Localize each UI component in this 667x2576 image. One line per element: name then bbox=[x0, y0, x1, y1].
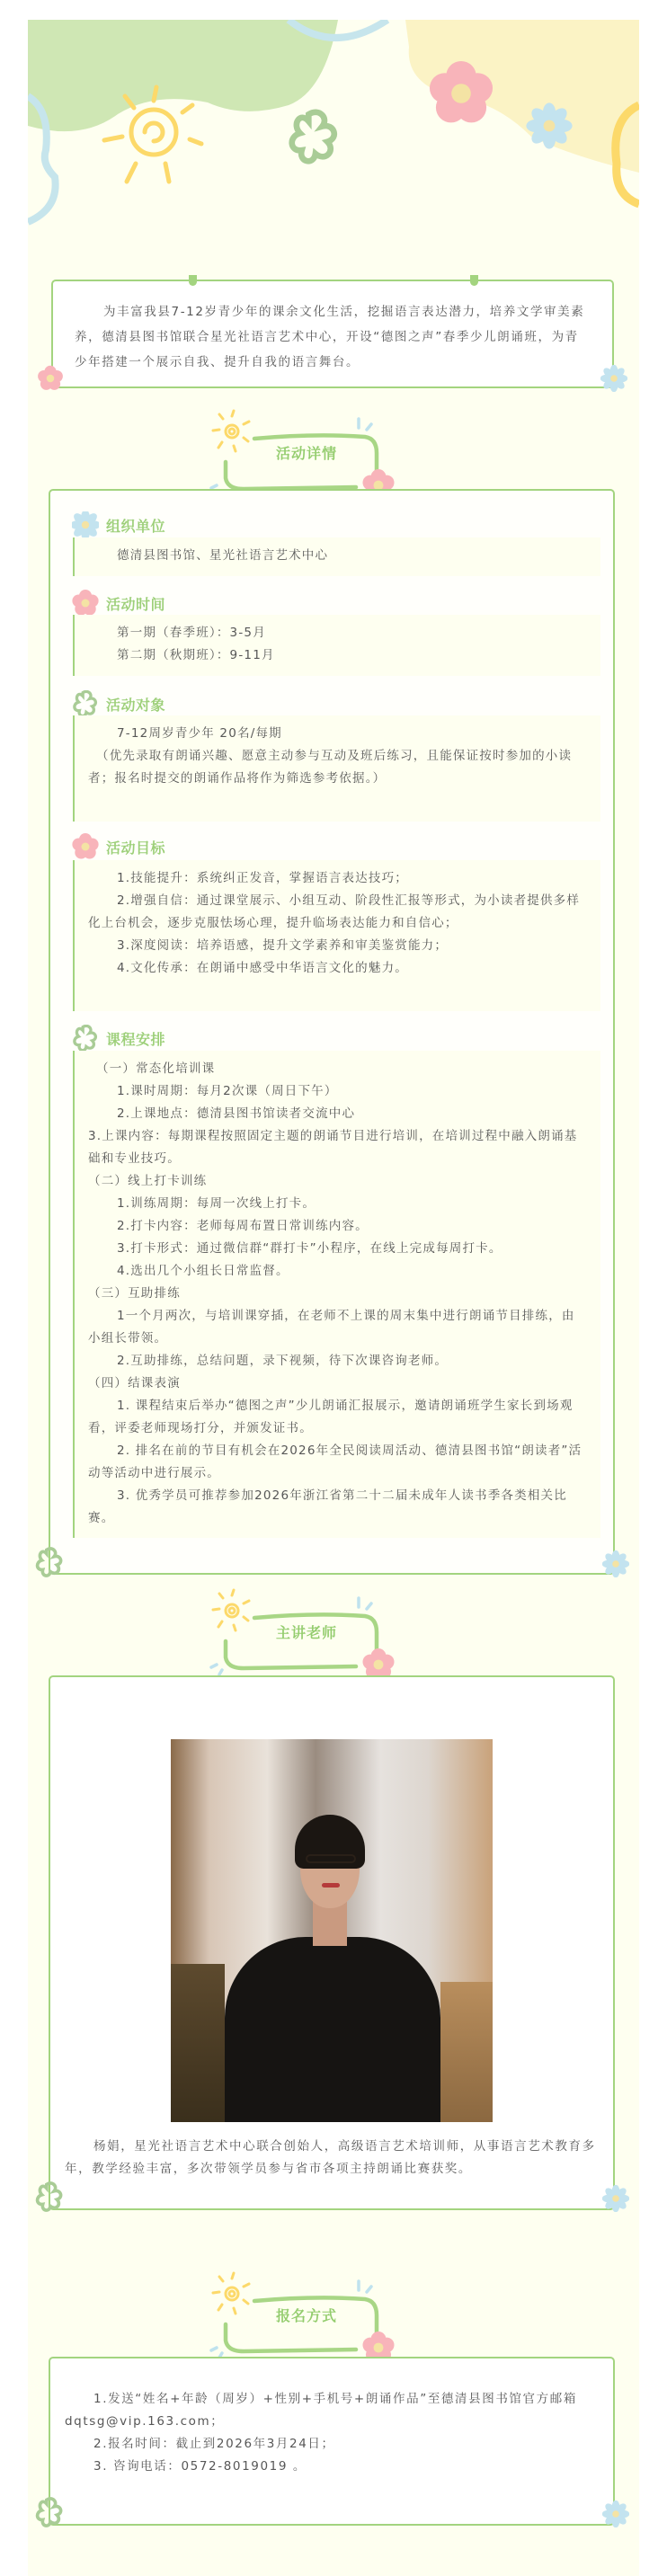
schedule-item: 1. 课程结束后举办“德图之声”少儿朗诵汇报展示，邀请朗诵班学生家长到场观看，评委老师现场打分，并颁发证书。 bbox=[88, 1399, 574, 1435]
blue-flower-icon bbox=[526, 102, 572, 148]
time-text: 第二期（秋期班）：9-11月 bbox=[117, 648, 275, 662]
green-flower-icon bbox=[72, 1025, 99, 1052]
section-heading-time: 活动时间 bbox=[72, 588, 165, 618]
blue-flower-icon bbox=[602, 1550, 629, 1577]
schedule-item: 1.课时周期：每月2次课（周日下午） bbox=[117, 1084, 338, 1098]
teacher-bio: 杨娟，星光社语言艺术中心联合创始人，高级语言艺术培训师，从事语言艺术教育多年，教学经验丰富，多次带领学员参与省市各项主持朗诵比赛获奖。 bbox=[65, 2139, 596, 2176]
audience-panel bbox=[73, 715, 600, 822]
intro-box bbox=[51, 280, 614, 388]
signup-item: 2.报名时间：截止到2026年3月24日； bbox=[93, 2437, 335, 2451]
organizer-panel bbox=[73, 537, 600, 576]
section-badge-details bbox=[208, 408, 405, 494]
goal-item: 4.文化传承：在朗诵中感受中华语言文化的魅力。 bbox=[117, 961, 408, 975]
goal-item: 3.深度阅读：培养语感，提升文学素养和审美鉴赏能力； bbox=[117, 938, 449, 953]
blue-flower-icon bbox=[600, 365, 627, 392]
schedule-item: 3.上课内容：每期课程按照固定主题的朗诵节目进行培训，在培训过程中融入朗诵基础和专业技巧。 bbox=[88, 1129, 578, 1166]
signup-box bbox=[49, 2357, 615, 2526]
schedule-item: 4.选出几个小组长日常监督。 bbox=[117, 1264, 289, 1278]
schedule-item: 3. 优秀学员可推荐参加2026年浙江省第二十二届未成年人读书季各类相关比赛。 bbox=[88, 1488, 567, 1525]
teacher-photo bbox=[171, 1739, 493, 2122]
green-flower-icon bbox=[34, 2181, 65, 2212]
section-heading-audience: 活动对象 bbox=[72, 688, 165, 719]
schedule-item: 1一个月两次，与培训课穿插，在老师不上课的周末集中进行朗诵节目排练，由小组长带领。 bbox=[88, 1309, 575, 1346]
section-heading-organizer: 组织单位 bbox=[72, 510, 165, 540]
pin-icon bbox=[189, 275, 197, 286]
audience-text: 7-12周岁青少年 20名/每期 bbox=[117, 726, 282, 741]
section-title: 报名方式 bbox=[275, 2307, 337, 2324]
schedule-subheading: （四）结课表演 bbox=[88, 1376, 181, 1390]
schedule-item: 2.打卡内容：老师每周布置日常训练内容。 bbox=[117, 1219, 369, 1233]
goal-item: 2.增强自信：通过课堂展示、小组互动、阶段性汇报等形式，为小读者提供多样化上台机会，逐步克服怯场心理，提升临场表达能力和自信心； bbox=[88, 893, 581, 930]
blue-flower-icon bbox=[72, 511, 99, 538]
section-heading-schedule: 课程安排 bbox=[72, 1023, 165, 1053]
signup-item: 3. 咨询电话：0572-8019019 。 bbox=[93, 2459, 307, 2474]
schedule-item: 2. 排名在前的节目有机会在2026年全民阅读周活动、德清县图书馆“朗读者”活动等活动中进行展示。 bbox=[88, 1443, 583, 1480]
blue-flower-icon bbox=[602, 2500, 629, 2527]
pin-icon bbox=[470, 275, 478, 286]
goal-item: 1.技能提升：系统纠正发音，掌握语言表达技巧； bbox=[117, 871, 408, 885]
header-illustration bbox=[28, 20, 639, 271]
signup-list bbox=[65, 2388, 599, 2478]
time-text: 第一期（春季班）：3-5月 bbox=[117, 626, 266, 640]
organizer-text: 德清县图书馆、星光社语言艺术中心 bbox=[117, 548, 329, 563]
green-flower-icon bbox=[292, 112, 334, 161]
blue-flower-icon bbox=[602, 2185, 629, 2212]
section-badge-teacher bbox=[208, 1587, 405, 1674]
schedule-item: 1.训练周期：每周一次线上打卡。 bbox=[117, 1196, 316, 1211]
schedule-subheading: （一）常态化培训课 bbox=[96, 1061, 216, 1076]
green-flower-icon bbox=[34, 1547, 65, 1577]
audience-text: （优先录取有朗诵兴趣、愿意主动参与互动及班后练习，且能保证按时参加的小读者；报名时提交的朗诵作品将作为筛选参考依据。） bbox=[88, 749, 573, 786]
pink-flower-icon bbox=[72, 833, 99, 860]
pink-flower-icon bbox=[37, 365, 64, 392]
green-flower-icon bbox=[72, 690, 99, 717]
schedule-item: 2.互助排练，总结问题，录下视频，待下次课咨询老师。 bbox=[117, 1354, 449, 1368]
section-title: 活动详情 bbox=[275, 445, 337, 462]
schedule-item: 3.打卡形式：通过微信群“群打卡”小程序，在线上完成每周打卡。 bbox=[117, 1241, 502, 1256]
goals-panel bbox=[73, 860, 600, 1011]
schedule-item: 2.上课地点：德清县图书馆读者交流中心 bbox=[117, 1106, 356, 1121]
pink-flower-icon bbox=[72, 590, 99, 617]
section-title: 主讲老师 bbox=[275, 1624, 337, 1641]
signup-item: 1.发送“姓名+年龄（周岁）+性别+手机号+朗诵作品”至德清县图书馆官方邮箱dqtsg@vip.163.com； bbox=[65, 2392, 577, 2429]
section-badge-signup bbox=[208, 2270, 405, 2357]
schedule-subheading: （三）互助排练 bbox=[88, 1286, 181, 1301]
intro-text: 为丰富我县7-12岁青少年的课余文化生活，挖掘语言表达潜力，培养文学审美素养，德清县图书馆联合星光社语言艺术中心，开设“德图之声”春季少儿朗诵班，为青少年搭建一个展示自我、提升自我的语言舞台。 bbox=[75, 305, 585, 369]
green-flower-icon bbox=[34, 2497, 65, 2527]
teacher-box bbox=[49, 1675, 615, 2210]
schedule-subheading: （二）线上打卡训练 bbox=[88, 1174, 208, 1188]
schedule-panel bbox=[73, 1051, 600, 1538]
time-panel bbox=[73, 615, 600, 676]
section-heading-goals: 活动目标 bbox=[72, 831, 165, 862]
details-box bbox=[49, 489, 615, 1575]
